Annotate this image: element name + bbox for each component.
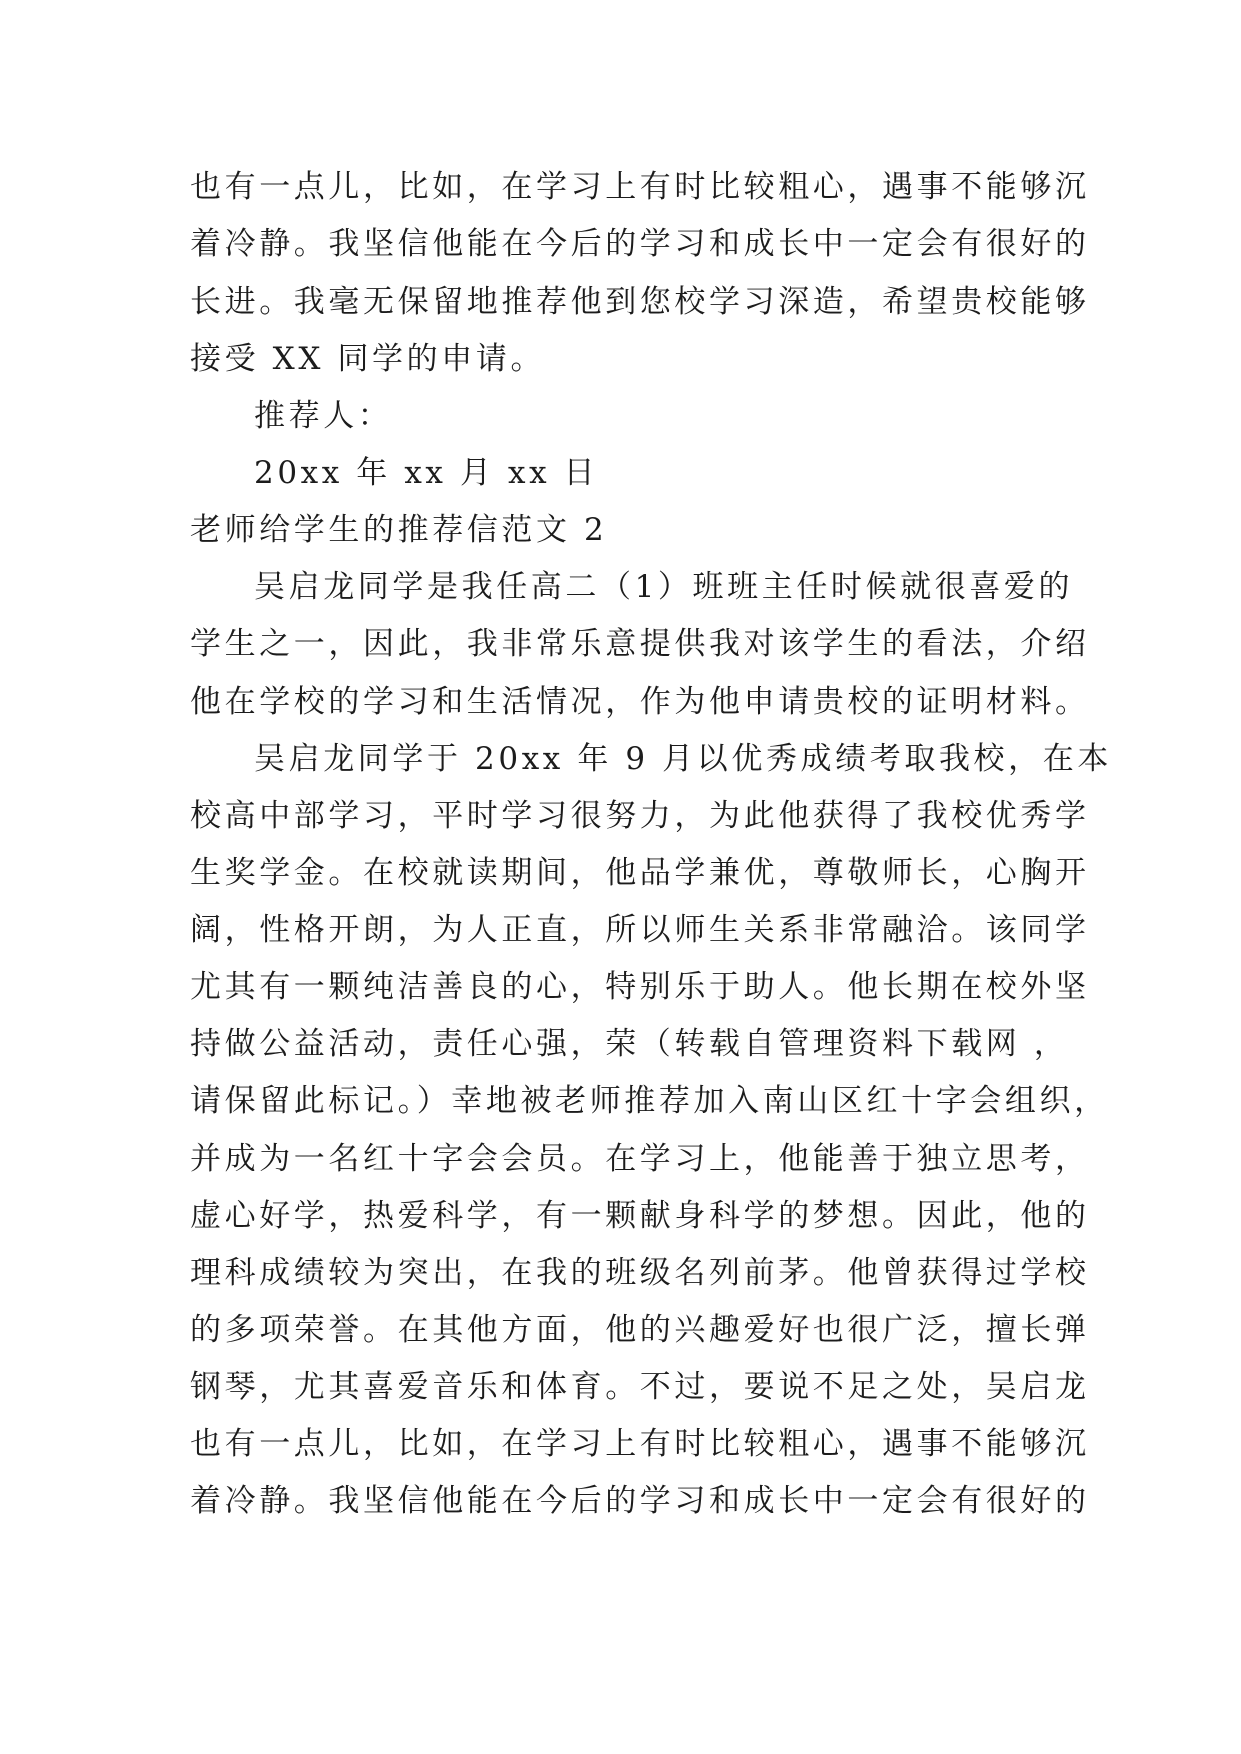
text-line: 也有一点儿，比如，在学习上有时比较粗心，遇事不能够沉 [190,1426,1090,1462]
text-line: 理科成绩较为突出，在我的班级名列前茅。他曾获得过学校 [190,1255,1090,1291]
date-line: 20xx 年 xx 月 xx 日 [254,455,599,491]
signature-label: 推荐人： [254,398,393,434]
text-line: 请保留此标记。）幸地被老师推荐加入南山区红十字会组织， [190,1083,1109,1119]
text-line: 吴启龙同学于 20xx 年 9 月以优秀成绩考取我校，在本 [254,741,1112,777]
section-heading: 老师给学生的推荐信范文 2 [190,512,608,548]
text-line: 钢琴，尤其喜爱音乐和体育。不过，要说不足之处，吴启龙 [190,1369,1090,1405]
text-line: 的多项荣誉。在其他方面，他的兴趣爱好也很广泛，擅长弹 [190,1312,1090,1348]
text-line: 着冷静。我坚信他能在今后的学习和成长中一定会有很好的 [190,1483,1090,1519]
text-line: 持做公益活动，责任心强，荣（转载自管理资料下载网 ， [190,1026,1069,1062]
text-line: 学生之一，因此，我非常乐意提供我对该学生的看法，介绍 [190,626,1090,662]
text-line: 他在学校的学习和生活情况，作为他申请贵校的证明材料。 [190,684,1090,720]
text-line: 虚心好学，热爱科学，有一颗献身科学的梦想。因此，他的 [190,1198,1090,1234]
text-line: 也有一点儿，比如，在学习上有时比较粗心，遇事不能够沉 [190,169,1090,205]
text-line: 并成为一名红十字会会员。在学习上，他能善于独立思考， [190,1141,1090,1177]
text-line: 吴启龙同学是我任高二（1）班班主任时候就很喜爱的 [254,569,1074,605]
text-line: 生奖学金。在校就读期间，他品学兼优，尊敬师长，心胸开 [190,855,1090,891]
text-line: 校高中部学习，平时学习很努力，为此他获得了我校优秀学 [190,798,1090,834]
text-line: 着冷静。我坚信他能在今后的学习和成长中一定会有很好的 [190,226,1090,262]
text-line: 尤其有一颗纯洁善良的心，特别乐于助人。他长期在校外坚 [190,969,1090,1005]
text-line: 阔，性格开朗，为人正直，所以师生关系非常融洽。该同学 [190,912,1090,948]
text-line: 长进。我毫无保留地推荐他到您校学习深造，希望贵校能够 [190,284,1090,320]
text-line: 接受 XX 同学的申请。 [190,341,546,377]
